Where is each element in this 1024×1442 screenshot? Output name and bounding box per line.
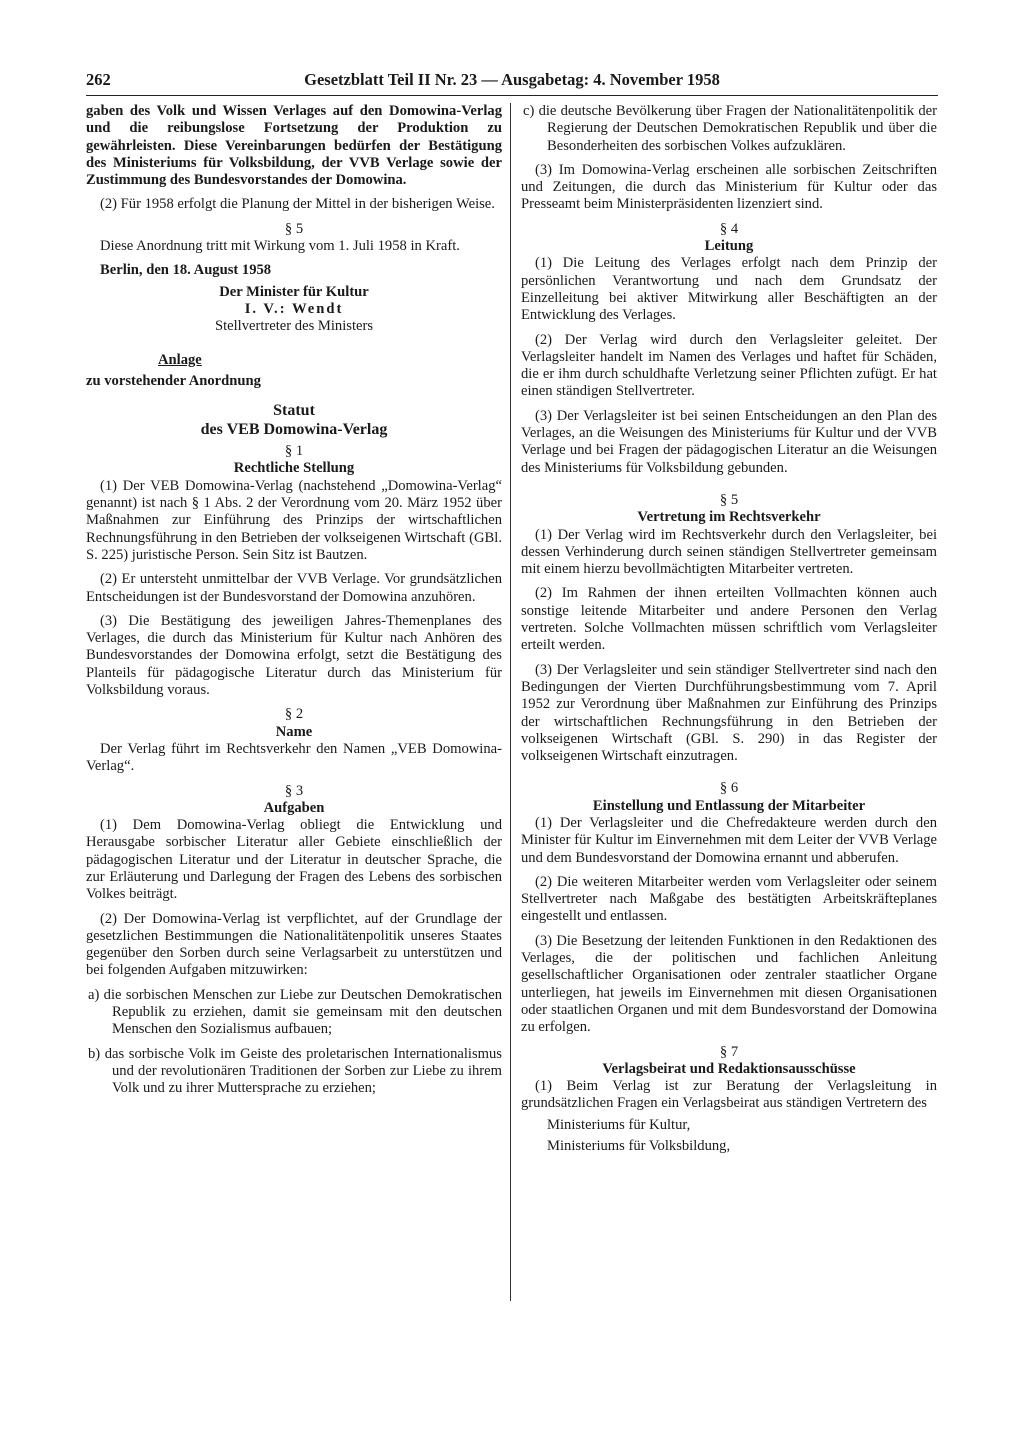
paragraph: (2) Der Verlag wird durch den Verlagsleiter geleitet. Der Verlagsleiter handelt im Namen des Verlages und haftet für Schäden, die er ihm durch schuldhafte Verletzung seiner Pflichten zufügt. Er hat einen ständigen Stellvertreter. <box>521 331 937 400</box>
list-item: b) das sorbische Volk im Geiste des proletarischen Internationalismus und der revolutionären Traditionen der Sorben zur Liebe zu ihrem Volk und zu ihrer Muttersprache zu erziehen; <box>88 1045 502 1097</box>
list-line: Ministeriums für Kultur, <box>547 1116 691 1133</box>
paragraph: (1) Der Verlag wird im Rechtsverkehr durch den Verlagsleiter, bei dessen Verhinderung durch seinen ständigen Stellvertreter gemeinsam mit einem hierzu bevollmächtigten Mitarbeiter vertreten. <box>521 526 937 578</box>
paragraph: (2) Der Domowina-Verlag ist verpflichtet, auf der Grundlage der gesetzlichen Bestimmungen die Nationalitätenpolitik unseres Staates gegenüber den Sorben durch seine Verlagsarbeit zu unterstützen und bei folgenden Aufgaben mitzuwirken: <box>86 910 502 979</box>
paragraph: (1) Beim Verlag ist zur Beratung der Verlagsleitung in grundsätzlichen Fragen ein Verlagsbeirat aus ständigen Vertretern des <box>521 1078 937 1112</box>
section-title: Verlagsbeirat und Redaktionsausschüsse <box>602 1060 856 1077</box>
section-title: Leitung <box>704 238 754 255</box>
section-title: Einstellung und Entlassung der Mitarbeiter <box>592 797 866 814</box>
paragraph: (1) Der VEB Domowina-Verlag (nachstehend „Domowina-Verlag“ genannt) ist nach § 1 Abs. 2 der Verordnung vom 20. März 1952 über Maßnahmen zur Einführung des Prinzips der wirtschaftlichen Rechnungsführung in den Betrieben der volkseigenen Wirtschaft (GBl. S. 225) juristische Person. Sein Sitz ist Bautzen. <box>86 477 502 563</box>
deputy-title: Stellvertreter des Ministers <box>214 318 374 335</box>
left-column <box>86 103 502 1105</box>
list-item: c) die deutsche Bevölkerung über Fragen der Nationalitätenpolitik der Regierung der Deutschen Demokratischen Republik und über die Besonderheiten des sorbischen Volkes aufzuklären. <box>523 103 937 154</box>
paragraph: Diese Anordnung tritt mit Wirkung vom 1. Juli 1958 in Kraft. <box>100 238 460 255</box>
paragraph: (2) Er untersteht unmittelbar der VVB Verlage. Vor grundsätzlichen Entscheidungen ist der Bundesvorstand der Domowina anzuhören. <box>86 571 502 605</box>
column-divider <box>510 103 511 1301</box>
section-number: § 1 <box>284 443 304 460</box>
paragraph: (2) Im Rahmen der ihnen erteilten Vollmachten können auch sonstige leitende Mitarbeiter und andere Personen den Verlag vertreten. Solche Vollmachten müssen schriftlich vom Verlagsleiter erteilt werden. <box>521 585 937 654</box>
list-item: a) die sorbischen Menschen zur Liebe zur Deutschen Demokratischen Republik zu erziehen, damit sie gemeinsam mit den deutschen Menschen den Sozialismus aufbauen; <box>88 986 502 1038</box>
section-number: § 7 <box>719 1043 739 1060</box>
paragraph: (3) Der Verlagsleiter und sein ständiger Stellvertreter sind nach den Bedingungen der Vierten Durchführungsbestimmung vom 7. April 1952 zur Verordnung über Maßnahmen zur Einführung des Prinzips der wirtschaftlichen Rechnungsführung in den Betrieben der volkseigenen Wirtschaft (GBl. S. 290) in das Register der volkseigenen Wirtschaft einzutragen. <box>521 661 937 765</box>
paragraph: (3) Die Besetzung der leitenden Funktionen in den Redaktionen des Verlages, die der politischen und fachlichen Anleitung gesellschaftlicher Organisationen oder zentraler staatlicher Organe unterliegen, hat jeweils im Einvernehmen mit diesen Organisationen oder staatlichen Organen und mit dem Bundesvorstand der Domowina zu erfolgen. <box>521 932 937 1036</box>
section-title: Name <box>275 723 313 740</box>
place-date: Berlin, den 18. August 1958 <box>100 262 272 279</box>
paragraph: (2) Die weiteren Mitarbeiter werden vom Verlagsleiter oder seinem Stellvertreter nach Maßgabe des bestätigten Arbeitskräfteplanes eingestellt und entlassen. <box>521 873 937 925</box>
page-number: 262 <box>86 70 111 89</box>
minister-title: Der Minister für Kultur <box>219 283 369 300</box>
section-number: § 2 <box>284 706 304 723</box>
paragraph: (2) Für 1958 erfolgt die Planung der Mittel in der bisherigen Weise. <box>100 196 495 213</box>
paragraph: (1) Die Leitung des Verlages erfolgt nach dem Prinzip der persönlichen Verantwortung und nach dem Grundsatz der Einzelleitung bei aktiver Mitwirkung aller Beschäftigten an der Entwicklung des Verlages. <box>521 255 937 324</box>
annex-heading: Anlage <box>158 351 202 368</box>
statute-subtitle: des VEB Domowina-Verlag <box>200 421 388 439</box>
paragraph: Der Verlag führt im Rechtsverkehr den Namen „VEB Domowina-Verlag“. <box>86 740 502 775</box>
paragraph: (1) Der Verlagsleiter und die Chefredakteure werden durch den Minister für Kultur im Einvernehmen mit dem Leiter der VVB Verlage und dem Bundesvorstand der Domowina ernannt und abberufen. <box>521 814 937 866</box>
list-line: Ministeriums für Volksbildung, <box>547 1138 731 1155</box>
statute-title: Statut <box>273 402 315 420</box>
annex-subtitle: zu vorstehender Anordnung <box>86 372 261 389</box>
signature: I. V.: Wendt <box>244 300 344 317</box>
section-number: § 3 <box>284 782 304 799</box>
section-title: Vertretung im Rechtsverkehr <box>637 509 821 526</box>
section-number: § 4 <box>719 220 739 237</box>
paragraph: (1) Dem Domowina-Verlag obliegt die Entwicklung und Herausgabe sorbischer Literatur aller Gebiete einschließlich der pädagogischen Literatur und der Literatur in deutscher Sprache, die zur Erläuterung und Darlegung der Fragen des Lebens des sorbischen Volkes beiträgt. <box>86 817 502 903</box>
paragraph: (3) Der Verlagsleiter ist bei seinen Entscheidungen an den Plan des Verlages, an die Weisungen des Ministeriums für Kultur und der VVB Verlage und bei Fragen der pädagogischen Literatur an die Weisungen des Ministeriums für Volksbildung gebunden. <box>521 407 937 476</box>
header-title: Gesetzblatt Teil II Nr. 23 — Ausgabetag: 4. November 1958 <box>304 70 720 89</box>
paragraph: (3) Im Domowina-Verlag erscheinen alle sorbischen Zeitschriften und Zeitungen, die durch das Ministerium für Kultur oder das Presseamt beim Ministerpräsidenten lizenziert sind. <box>521 161 937 213</box>
header-rule <box>86 95 938 96</box>
section-title: Aufgaben <box>263 799 325 816</box>
section-number: § 6 <box>719 780 739 797</box>
paragraph: gaben des Volk und Wissen Verlages auf den Domowina-Verlag und die reibungslose Fortsetzung der Produktion zu gewährleisten. Diese Vereinbarungen bedürfen der Bestätigung des Ministeriums für Volksbildung, der VVB Verlage sowie der Zustimmung des Bundesvorstandes der Domowina. <box>86 103 502 189</box>
right-column <box>521 103 937 1159</box>
paragraph: (3) Die Bestätigung des jeweiligen Jahres-Themenplanes des Verlages, die durch das Ministerium für Kultur nach Anhören des Bundesvorstandes der Domowina erfolgt, setzt die Bestätigung des Planteils für pädagogische Literatur durch das Ministerium für Volksbildung voraus. <box>86 612 502 699</box>
section-number: § 5 <box>284 220 304 237</box>
section-number: § 5 <box>719 491 739 508</box>
section-title: Rechtliche Stellung <box>233 460 355 477</box>
